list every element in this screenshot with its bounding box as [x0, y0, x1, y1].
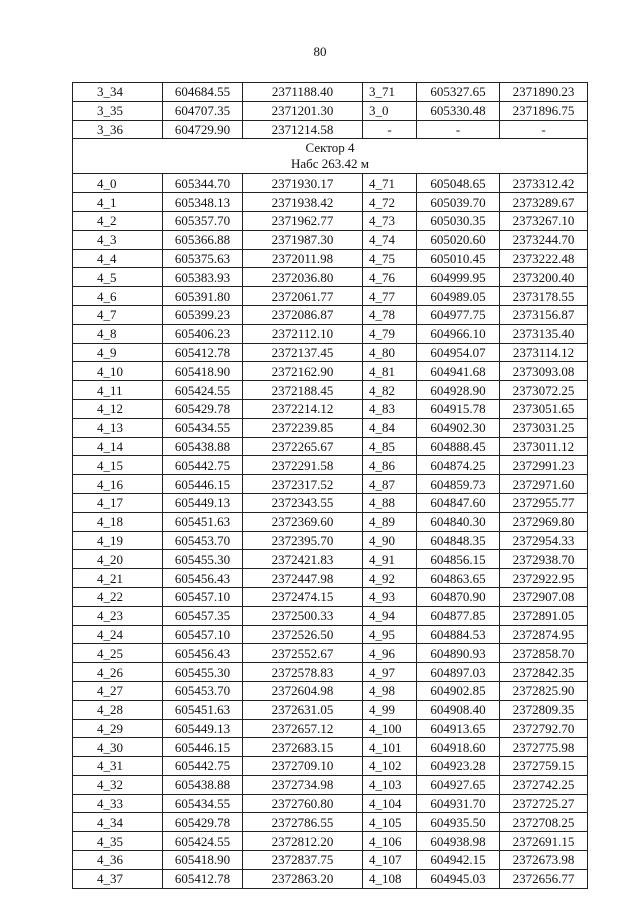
- y-coordinate-2-cell: 2372938.70: [500, 550, 588, 569]
- x-coordinate-cell: 605406.23: [163, 324, 243, 343]
- y-coordinate-2-cell: 2373178.55: [500, 287, 588, 306]
- table-row: [73, 101, 588, 120]
- x-coordinate-cell: 605383.93: [163, 268, 243, 287]
- y-coordinate-2-cell: 2372673.98: [500, 851, 588, 870]
- x-coordinate-cell: 605453.70: [163, 531, 243, 550]
- x-coordinate-cell: 605366.88: [163, 230, 243, 249]
- coordinates-table: [72, 82, 588, 889]
- x-coordinate-2-cell: 605010.45: [417, 249, 500, 268]
- y-coordinate-2-cell: 2373135.40: [500, 324, 588, 343]
- x-coordinate-2-cell: 605330.48: [417, 101, 500, 120]
- y-coordinate-cell: 2371201.30: [243, 101, 363, 120]
- point-id-2-cell: 4_74: [363, 230, 417, 249]
- y-coordinate-2-cell: 2372775.98: [500, 738, 588, 757]
- point-id-cell: 4_37: [73, 869, 163, 888]
- point-id-2-cell: 4_81: [363, 362, 417, 381]
- x-coordinate-2-cell: 604918.60: [417, 738, 500, 757]
- table-row: [73, 794, 588, 813]
- x-coordinate-2-cell: 604847.60: [417, 493, 500, 512]
- x-coordinate-cell: 605418.90: [163, 362, 243, 381]
- x-coordinate-cell: 605453.70: [163, 681, 243, 700]
- y-coordinate-2-cell: 2372858.70: [500, 644, 588, 663]
- table-row: [73, 569, 588, 588]
- point-id-cell: 4_18: [73, 512, 163, 531]
- point-id-cell: 4_13: [73, 418, 163, 437]
- table-row: [73, 851, 588, 870]
- x-coordinate-cell: 605429.78: [163, 399, 243, 418]
- y-coordinate-2-cell: 2372656.77: [500, 869, 588, 888]
- point-id-cell: 4_14: [73, 437, 163, 456]
- x-coordinate-2-cell: 604927.65: [417, 775, 500, 794]
- y-coordinate-2-cell: 2373156.87: [500, 305, 588, 324]
- x-coordinate-cell: 605455.30: [163, 663, 243, 682]
- x-coordinate-cell: 605455.30: [163, 550, 243, 569]
- x-coordinate-cell: 605446.15: [163, 738, 243, 757]
- y-coordinate-cell: 2372188.45: [243, 381, 363, 400]
- sector-header: [73, 139, 588, 174]
- table-row: [73, 531, 588, 550]
- table-row: [73, 663, 588, 682]
- y-coordinate-cell: 2372395.70: [243, 531, 363, 550]
- point-id-cell: 4_32: [73, 775, 163, 794]
- table-row: [73, 493, 588, 512]
- y-coordinate-cell: 2372734.98: [243, 775, 363, 794]
- x-coordinate-2-cell: 604897.03: [417, 663, 500, 682]
- y-coordinate-cell: 2372162.90: [243, 362, 363, 381]
- x-coordinate-cell: 605456.43: [163, 569, 243, 588]
- table-row: [73, 343, 588, 362]
- x-coordinate-2-cell: 604870.90: [417, 587, 500, 606]
- x-coordinate-2-cell: 604938.98: [417, 832, 500, 851]
- point-id-cell: 4_19: [73, 531, 163, 550]
- table-row: [73, 475, 588, 494]
- point-id-cell: 4_7: [73, 305, 163, 324]
- point-id-2-cell: 4_85: [363, 437, 417, 456]
- table-row: [73, 418, 588, 437]
- x-coordinate-2-cell: 604840.30: [417, 512, 500, 531]
- table-row: [73, 512, 588, 531]
- point-id-cell: 4_0: [73, 174, 163, 193]
- table-row: [73, 775, 588, 794]
- point-id-cell: 4_2: [73, 211, 163, 230]
- table-row: [73, 832, 588, 851]
- x-coordinate-2-cell: 604915.78: [417, 399, 500, 418]
- x-coordinate-2-cell: 604941.68: [417, 362, 500, 381]
- y-coordinate-cell: 2371188.40: [243, 83, 363, 102]
- x-coordinate-cell: 605348.13: [163, 193, 243, 212]
- x-coordinate-2-cell: 604848.35: [417, 531, 500, 550]
- point-id-cell: 4_36: [73, 851, 163, 870]
- table-row: [73, 249, 588, 268]
- table-row: [73, 625, 588, 644]
- y-coordinate-2-cell: 2372891.05: [500, 606, 588, 625]
- table-row: [73, 120, 588, 139]
- point-id-2-cell: 4_102: [363, 757, 417, 776]
- y-coordinate-2-cell: 2372955.77: [500, 493, 588, 512]
- table-row: [73, 287, 588, 306]
- x-coordinate-2-cell: 604902.30: [417, 418, 500, 437]
- x-coordinate-cell: 605449.13: [163, 493, 243, 512]
- point-id-2-cell: 4_79: [363, 324, 417, 343]
- x-coordinate-2-cell: 604890.93: [417, 644, 500, 663]
- y-coordinate-2-cell: -: [500, 120, 588, 139]
- table-row: [73, 381, 588, 400]
- table-row: [73, 757, 588, 776]
- y-coordinate-cell: 2372812.20: [243, 832, 363, 851]
- table-row: [73, 606, 588, 625]
- x-coordinate-cell: 605418.90: [163, 851, 243, 870]
- x-coordinate-cell: 605344.70: [163, 174, 243, 193]
- x-coordinate-cell: 605412.78: [163, 869, 243, 888]
- point-id-cell: 4_21: [73, 569, 163, 588]
- point-id-cell: 4_30: [73, 738, 163, 757]
- table-row: [73, 869, 588, 888]
- y-coordinate-cell: 2371930.17: [243, 174, 363, 193]
- y-coordinate-cell: 2372343.55: [243, 493, 363, 512]
- point-id-2-cell: 4_91: [363, 550, 417, 569]
- table-row: [73, 700, 588, 719]
- point-id-2-cell: 4_71: [363, 174, 417, 193]
- y-coordinate-cell: 2372421.83: [243, 550, 363, 569]
- y-coordinate-cell: 2371962.77: [243, 211, 363, 230]
- x-coordinate-cell: 605442.75: [163, 456, 243, 475]
- x-coordinate-2-cell: 604928.90: [417, 381, 500, 400]
- sector-subtitle: Набс 263.42 м: [290, 156, 370, 172]
- point-id-cell: 4_4: [73, 249, 163, 268]
- y-coordinate-2-cell: 2372954.33: [500, 531, 588, 550]
- point-id-cell: 3_35: [73, 101, 163, 120]
- table-row: [73, 644, 588, 663]
- y-coordinate-2-cell: 2371896.75: [500, 101, 588, 120]
- y-coordinate-cell: 2372239.85: [243, 418, 363, 437]
- point-id-2-cell: 4_94: [363, 606, 417, 625]
- y-coordinate-2-cell: 2373222.48: [500, 249, 588, 268]
- point-id-2-cell: 4_95: [363, 625, 417, 644]
- table-row: [73, 211, 588, 230]
- x-coordinate-cell: 605357.70: [163, 211, 243, 230]
- table-row: [73, 83, 588, 102]
- y-coordinate-2-cell: 2372922.95: [500, 569, 588, 588]
- x-coordinate-2-cell: 604935.50: [417, 813, 500, 832]
- sector-3-rows: [73, 83, 588, 139]
- x-coordinate-cell: 604684.55: [163, 83, 243, 102]
- point-id-cell: 4_22: [73, 587, 163, 606]
- y-coordinate-cell: 2372369.60: [243, 512, 363, 531]
- y-coordinate-cell: 2372657.12: [243, 719, 363, 738]
- point-id-2-cell: 4_77: [363, 287, 417, 306]
- y-coordinate-2-cell: 2372691.15: [500, 832, 588, 851]
- x-coordinate-2-cell: 605030.35: [417, 211, 500, 230]
- point-id-cell: 4_11: [73, 381, 163, 400]
- y-coordinate-2-cell: 2372825.90: [500, 681, 588, 700]
- point-id-cell: 4_17: [73, 493, 163, 512]
- x-coordinate-cell: 605449.13: [163, 719, 243, 738]
- point-id-2-cell: 3_71: [363, 83, 417, 102]
- x-coordinate-cell: 605391.80: [163, 287, 243, 306]
- x-coordinate-2-cell: 604999.95: [417, 268, 500, 287]
- table-row: [73, 324, 588, 343]
- x-coordinate-cell: 605429.78: [163, 813, 243, 832]
- point-id-2-cell: 4_92: [363, 569, 417, 588]
- y-coordinate-2-cell: 2373244.70: [500, 230, 588, 249]
- x-coordinate-2-cell: 604923.28: [417, 757, 500, 776]
- y-coordinate-2-cell: 2373289.67: [500, 193, 588, 212]
- x-coordinate-cell: 605438.88: [163, 437, 243, 456]
- y-coordinate-2-cell: 2371890.23: [500, 83, 588, 102]
- point-id-cell: 4_29: [73, 719, 163, 738]
- table-row: [73, 719, 588, 738]
- y-coordinate-2-cell: 2372971.60: [500, 475, 588, 494]
- point-id-cell: 4_24: [73, 625, 163, 644]
- x-coordinate-2-cell: 604977.75: [417, 305, 500, 324]
- y-coordinate-cell: 2372604.98: [243, 681, 363, 700]
- point-id-2-cell: 4_103: [363, 775, 417, 794]
- y-coordinate-cell: 2371214.58: [243, 120, 363, 139]
- point-id-cell: 4_5: [73, 268, 163, 287]
- y-coordinate-2-cell: 2373031.25: [500, 418, 588, 437]
- x-coordinate-2-cell: 604888.45: [417, 437, 500, 456]
- point-id-2-cell: 4_90: [363, 531, 417, 550]
- x-coordinate-2-cell: 605039.70: [417, 193, 500, 212]
- x-coordinate-cell: 605424.55: [163, 832, 243, 851]
- x-coordinate-cell: 605424.55: [163, 381, 243, 400]
- x-coordinate-2-cell: 604908.40: [417, 700, 500, 719]
- x-coordinate-2-cell: 605327.65: [417, 83, 500, 102]
- y-coordinate-cell: 2372500.33: [243, 606, 363, 625]
- y-coordinate-cell: 2372265.67: [243, 437, 363, 456]
- y-coordinate-cell: 2372214.12: [243, 399, 363, 418]
- point-id-cell: 4_20: [73, 550, 163, 569]
- x-coordinate-2-cell: 604989.05: [417, 287, 500, 306]
- y-coordinate-2-cell: 2372759.15: [500, 757, 588, 776]
- x-coordinate-cell: 605434.55: [163, 794, 243, 813]
- y-coordinate-cell: 2372317.52: [243, 475, 363, 494]
- y-coordinate-cell: 2372863.20: [243, 869, 363, 888]
- x-coordinate-2-cell: 605020.60: [417, 230, 500, 249]
- table-row: [73, 456, 588, 475]
- y-coordinate-2-cell: 2372907.08: [500, 587, 588, 606]
- point-id-cell: 4_28: [73, 700, 163, 719]
- table-row: [73, 230, 588, 249]
- y-coordinate-2-cell: 2372991.23: [500, 456, 588, 475]
- y-coordinate-cell: 2372837.75: [243, 851, 363, 870]
- point-id-cell: 4_6: [73, 287, 163, 306]
- point-id-cell: 4_26: [73, 663, 163, 682]
- table-row: [73, 174, 588, 193]
- sector-4-rows: [73, 174, 588, 888]
- y-coordinate-cell: 2372552.67: [243, 644, 363, 663]
- y-coordinate-2-cell: 2373011.12: [500, 437, 588, 456]
- point-id-cell: 4_35: [73, 832, 163, 851]
- y-coordinate-cell: 2372137.45: [243, 343, 363, 362]
- point-id-2-cell: 4_106: [363, 832, 417, 851]
- table-row: [73, 305, 588, 324]
- x-coordinate-cell: 605456.43: [163, 644, 243, 663]
- table-row: [73, 587, 588, 606]
- y-coordinate-cell: 2372447.98: [243, 569, 363, 588]
- point-id-cell: 4_9: [73, 343, 163, 362]
- y-coordinate-2-cell: 2372725.27: [500, 794, 588, 813]
- point-id-cell: 3_36: [73, 120, 163, 139]
- y-coordinate-2-cell: 2373072.25: [500, 381, 588, 400]
- y-coordinate-cell: 2372683.15: [243, 738, 363, 757]
- point-id-2-cell: 4_73: [363, 211, 417, 230]
- x-coordinate-cell: 604707.35: [163, 101, 243, 120]
- point-id-2-cell: 4_89: [363, 512, 417, 531]
- point-id-cell: 4_15: [73, 456, 163, 475]
- point-id-2-cell: 4_88: [363, 493, 417, 512]
- point-id-2-cell: 4_97: [363, 663, 417, 682]
- y-coordinate-cell: 2372709.10: [243, 757, 363, 776]
- table-row: [73, 681, 588, 700]
- point-id-2-cell: 4_105: [363, 813, 417, 832]
- point-id-cell: 4_27: [73, 681, 163, 700]
- point-id-2-cell: 4_87: [363, 475, 417, 494]
- table-row: [73, 550, 588, 569]
- y-coordinate-2-cell: 2373051.65: [500, 399, 588, 418]
- y-coordinate-cell: 2372061.77: [243, 287, 363, 306]
- x-coordinate-cell: 605451.63: [163, 512, 243, 531]
- y-coordinate-2-cell: 2373267.10: [500, 211, 588, 230]
- table-row: [73, 813, 588, 832]
- point-id-2-cell: 4_100: [363, 719, 417, 738]
- x-coordinate-2-cell: 604884.53: [417, 625, 500, 644]
- point-id-2-cell: 4_86: [363, 456, 417, 475]
- point-id-2-cell: 4_99: [363, 700, 417, 719]
- y-coordinate-cell: 2372291.58: [243, 456, 363, 475]
- y-coordinate-cell: 2371938.42: [243, 193, 363, 212]
- point-id-2-cell: 4_96: [363, 644, 417, 663]
- point-id-cell: 4_12: [73, 399, 163, 418]
- x-coordinate-2-cell: 604863.65: [417, 569, 500, 588]
- point-id-2-cell: 4_93: [363, 587, 417, 606]
- x-coordinate-cell: 605451.63: [163, 700, 243, 719]
- table-row: [73, 362, 588, 381]
- y-coordinate-2-cell: 2372792.70: [500, 719, 588, 738]
- point-id-2-cell: 4_75: [363, 249, 417, 268]
- table-row: [73, 268, 588, 287]
- x-coordinate-cell: 605457.35: [163, 606, 243, 625]
- y-coordinate-2-cell: 2373114.12: [500, 343, 588, 362]
- x-coordinate-2-cell: 604856.15: [417, 550, 500, 569]
- y-coordinate-2-cell: 2373200.40: [500, 268, 588, 287]
- x-coordinate-2-cell: 604859.73: [417, 475, 500, 494]
- x-coordinate-cell: 605446.15: [163, 475, 243, 494]
- x-coordinate-cell: 605434.55: [163, 418, 243, 437]
- y-coordinate-2-cell: 2372809.35: [500, 700, 588, 719]
- y-coordinate-2-cell: 2372969.80: [500, 512, 588, 531]
- point-id-2-cell: 4_104: [363, 794, 417, 813]
- y-coordinate-cell: 2372526.50: [243, 625, 363, 644]
- point-id-2-cell: 4_84: [363, 418, 417, 437]
- point-id-2-cell: 4_76: [363, 268, 417, 287]
- y-coordinate-cell: 2372786.55: [243, 813, 363, 832]
- point-id-cell: 4_1: [73, 193, 163, 212]
- y-coordinate-cell: 2372086.87: [243, 305, 363, 324]
- y-coordinate-2-cell: 2372874.95: [500, 625, 588, 644]
- point-id-2-cell: 4_72: [363, 193, 417, 212]
- y-coordinate-cell: 2372631.05: [243, 700, 363, 719]
- table-row: [73, 738, 588, 757]
- x-coordinate-2-cell: 604945.03: [417, 869, 500, 888]
- point-id-cell: 4_33: [73, 794, 163, 813]
- x-coordinate-cell: 605375.63: [163, 249, 243, 268]
- point-id-cell: 4_34: [73, 813, 163, 832]
- y-coordinate-cell: 2372036.80: [243, 268, 363, 287]
- x-coordinate-2-cell: 604954.07: [417, 343, 500, 362]
- page-number: 80: [313, 44, 327, 59]
- point-id-2-cell: 4_108: [363, 869, 417, 888]
- x-coordinate-2-cell: -: [417, 120, 500, 139]
- x-coordinate-cell: 605442.75: [163, 757, 243, 776]
- point-id-2-cell: 4_83: [363, 399, 417, 418]
- x-coordinate-cell: 604729.90: [163, 120, 243, 139]
- y-coordinate-cell: 2371987.30: [243, 230, 363, 249]
- point-id-2-cell: -: [363, 120, 417, 139]
- x-coordinate-2-cell: 604966.10: [417, 324, 500, 343]
- y-coordinate-2-cell: 2372708.25: [500, 813, 588, 832]
- x-coordinate-2-cell: 605048.65: [417, 174, 500, 193]
- point-id-2-cell: 3_0: [363, 101, 417, 120]
- x-coordinate-cell: 605412.78: [163, 343, 243, 362]
- point-id-cell: 4_16: [73, 475, 163, 494]
- table-row: [73, 437, 588, 456]
- y-coordinate-cell: 2372474.15: [243, 587, 363, 606]
- sector-title: Сектор 4: [305, 140, 355, 156]
- y-coordinate-cell: 2372760.80: [243, 794, 363, 813]
- y-coordinate-2-cell: 2372842.35: [500, 663, 588, 682]
- y-coordinate-cell: 2372578.83: [243, 663, 363, 682]
- point-id-cell: 4_8: [73, 324, 163, 343]
- x-coordinate-cell: 605399.23: [163, 305, 243, 324]
- point-id-cell: 4_25: [73, 644, 163, 663]
- table-row: [73, 193, 588, 212]
- y-coordinate-cell: 2372011.98: [243, 249, 363, 268]
- y-coordinate-2-cell: 2373312.42: [500, 174, 588, 193]
- point-id-2-cell: 4_107: [363, 851, 417, 870]
- point-id-2-cell: 4_80: [363, 343, 417, 362]
- y-coordinate-2-cell: 2372742.25: [500, 775, 588, 794]
- y-coordinate-2-cell: 2373093.08: [500, 362, 588, 381]
- x-coordinate-cell: 605457.10: [163, 625, 243, 644]
- y-coordinate-cell: 2372112.10: [243, 324, 363, 343]
- x-coordinate-cell: 605438.88: [163, 775, 243, 794]
- x-coordinate-2-cell: 604877.85: [417, 606, 500, 625]
- x-coordinate-2-cell: 604942.15: [417, 851, 500, 870]
- point-id-2-cell: 4_98: [363, 681, 417, 700]
- point-id-cell: 4_23: [73, 606, 163, 625]
- point-id-cell: 4_31: [73, 757, 163, 776]
- point-id-2-cell: 4_78: [363, 305, 417, 324]
- point-id-2-cell: 4_82: [363, 381, 417, 400]
- point-id-2-cell: 4_101: [363, 738, 417, 757]
- point-id-cell: 3_34: [73, 83, 163, 102]
- point-id-cell: 4_3: [73, 230, 163, 249]
- table-row: [73, 399, 588, 418]
- x-coordinate-cell: 605457.10: [163, 587, 243, 606]
- point-id-cell: 4_10: [73, 362, 163, 381]
- x-coordinate-2-cell: 604902.85: [417, 681, 500, 700]
- sector-title-cell: [73, 139, 588, 174]
- x-coordinate-2-cell: 604913.65: [417, 719, 500, 738]
- x-coordinate-2-cell: 604874.25: [417, 456, 500, 475]
- x-coordinate-2-cell: 604931.70: [417, 794, 500, 813]
